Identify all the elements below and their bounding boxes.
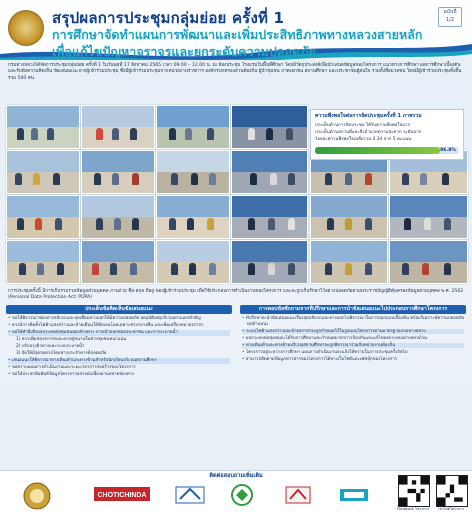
consultant-logo <box>222 481 262 511</box>
bullet-icon: • <box>242 349 246 355</box>
satisfaction-line: ร้อยละความพึงพอใจเฉลี่ยรวม 4.34 จาก 5 คะแนน <box>315 137 412 142</box>
project-subtitle-line2: เพื่อแก้ไขปัญหาจราจรและยกระดับความปลอดภัย <box>52 44 316 59</box>
meeting-photo <box>310 195 388 239</box>
responses-column <box>240 305 466 468</box>
meeting-photo <box>310 240 388 284</box>
sub-item: 3) จัดให้มีจุดจอดรถโดยสารประจำทางที่ปลอดภัย <box>16 351 107 356</box>
bullet-icon: • <box>8 365 12 370</box>
meeting-photo <box>231 105 308 149</box>
list-item-text: ระบบไฟฟ้าแสงสว่างและป้ายจราจรจะถูกกำหนดไว้ในรูปแบบโครงการตามมาตรฐานกรมทางหลวง <box>245 328 426 334</box>
list-item-text: ขอให้คำนึงถึงผลกระทบต่อชุมชนสองข้างทาง การเข้าออกของประชาชน และการระบายน้ำ <box>11 330 178 335</box>
intro-text <box>8 63 464 82</box>
responses-list <box>240 314 466 366</box>
bullet-icon: • <box>8 358 12 363</box>
meeting-photo <box>156 240 230 284</box>
bullet-icon: • <box>8 323 12 328</box>
footer <box>0 470 472 518</box>
consultant-logo <box>170 481 210 511</box>
list-item-text: ควรมีการติดตั้งไฟฟ้าแสงสว่างและป้ายเตือนให้ชัดเจนโดยเฉพาะช่วงกลางคืน และเพิ่มเครื่องหมายจราจร <box>11 323 204 328</box>
meeting-photo <box>6 150 80 194</box>
satisfaction-progress-bar <box>315 147 459 154</box>
list-item <box>242 329 464 335</box>
consultant-logo-text: CHOTICHINDA <box>97 492 147 499</box>
facebook-qr-code[interactable] <box>398 475 430 507</box>
consultant-logo <box>334 481 374 511</box>
issue-tag-label: ฉบับที่ <box>443 9 457 15</box>
list-item <box>8 330 230 336</box>
pdpa-caption-text: การประชุมครั้งนี้ มีการเก็บรวบรวมข้อมูลส่วนบุคคล ภาพถ่าย ชื่อ-สกุล ที่อยู่ ของผู้เข้าร่วมประชุม เพื่อใช้ประกอบการดำเนินงานของโครงการ และจะถูกเก็บรักษาไว้อย่างปลอดภัยตามพระราชบัญญัติคุ้มครองข้อมูลส่วนบุคคล พ.ศ. 2562 <box>8 289 464 294</box>
website-qr-caption: เว็บไซต์โครงการ <box>437 507 465 511</box>
department-seal-logo <box>8 10 44 46</box>
meeting-photo <box>156 150 230 194</box>
list-item-text: ทางเดินเท้าและทางข้ามบริเวณสถานศึกษาจะถูกพิจารณาร่วมกับหน่วยงานท้องถิ่น <box>245 342 396 348</box>
meeting-photo <box>156 195 230 239</box>
facebook-qr-caption: Facebook โครงการ <box>396 507 430 511</box>
list-item <box>8 365 230 371</box>
project-subtitle-line1: การศึกษาจัดทำแผนการพัฒนาและเพิ่มประสิทธิภาพทางหลวงสายหลัก <box>52 27 423 42</box>
consultant-logo <box>92 481 152 511</box>
satisfaction-progress-fill <box>315 147 440 154</box>
bullet-icon: • <box>8 330 12 335</box>
intro-paragraph: กรมทางหลวงได้จัดการประชุมกลุ่มย่อย ครั้งที่ 1 ในวันพุธที่ 17 สิงหาคม 2565 เวลา 09.00 – 12.00 น. ณ ห้องประชุม โรงแรมในพื้นที่ศึกษา โดยมีวัตถุประสงค์เพื่อนำเสนอข้อมูลของโครงการ แนวทางการศึกษา ผลการศึกษาเบื้องต้น และรับฟังความคิดเห็น ข้อเสนอแนะจากผู้เข้าร่วมประชุม ซึ่งมีผู้เข้าร่วมประชุมจากหน่วยงานราชการ องค์กรปกครองส่วนท้องถิ่น ผู้นำชุมชน ภาคเอกชน สถานศึกษา และประชาชนผู้สนใจ รวมทั้งสื่อมวลชน โดยมีผู้เข้าร่วมประชุมทั้งสิ้นรวม 500 คน <box>8 63 462 81</box>
meeting-photo <box>389 240 468 284</box>
sub-item: 1) ควรเพิ่มช่องจราจรและทางคู่ขนานในช่วงชุมชนหนาแน่น <box>16 337 127 342</box>
list-item-text: เสนอแนะให้พิจารณาทางเดินเท้าและทางข้ามสำหรับนักเรียนบริเวณสถานศึกษา <box>11 358 158 363</box>
contact-heading: ติดต่อสอบถามเพิ่มเติม <box>209 473 263 479</box>
comments-column <box>6 305 232 468</box>
list-item-text: ที่ปรึกษาจะนำข้อเสนอแนะเรื่องจุดกลับรถและทางแยกไปพิจารณาในการออกแบบเบื้องต้น พร้อมวิเคราะห์ความปลอดภัยทุกตำแหน่ง <box>245 316 464 327</box>
sub-item: 2) ปรับปรุงผิวทางและระบบระบายน้ำ <box>16 344 85 349</box>
department-logo <box>22 481 52 511</box>
issue-tag <box>438 7 462 27</box>
comments-list <box>6 314 232 381</box>
meeting-photo <box>6 195 80 239</box>
meeting-photo <box>6 105 80 149</box>
meeting-photo <box>231 195 308 239</box>
meeting-photo <box>231 150 308 194</box>
list-item-text: ขอทราบแผนการดำเนินงานและระยะเวลาการก่อสร้างของโครงการ <box>11 365 136 370</box>
meeting-photo <box>81 240 155 284</box>
meeting-photo <box>389 195 468 239</box>
list-item <box>242 350 464 356</box>
list-item <box>8 316 230 322</box>
meeting-photo <box>81 150 155 194</box>
responses-heading: การตอบข้อซักถามจากที่ปรึกษาและการนำข้อเสนอแนะไปประกอบการศึกษาโครงการ <box>240 305 466 314</box>
list-item-text: โครงการอยู่ระหว่างการศึกษา แผนการดำเนินงานจะแจ้งให้ทราบในการประชุมครั้งถัดไป <box>245 349 408 355</box>
list-item <box>242 343 464 349</box>
bullet-icon: • <box>242 316 246 321</box>
satisfaction-percent: 86.8% <box>440 148 456 153</box>
satisfaction-box <box>310 109 464 160</box>
list-item-text: สามารถติดตามข้อมูลข่าวสารของโครงการได้ทางเว็บไซต์และเฟซบุ๊กของโครงการ <box>245 356 398 362</box>
meeting-photo <box>156 105 230 149</box>
pdpa-caption <box>8 289 464 302</box>
bullet-icon: • <box>242 335 246 341</box>
bullet-icon: • <box>8 372 12 377</box>
list-item <box>242 316 464 327</box>
pdpa-act-name: (Personal Data Protection Act: PDPA) <box>8 295 93 301</box>
bullet-icon: • <box>242 342 246 348</box>
list-item <box>8 372 230 378</box>
list-item <box>242 357 464 363</box>
satisfaction-line: ประเด็นด้านการจัดประชุม ได้รับความพึงพอใจมาก <box>315 123 411 128</box>
meeting-photo <box>81 195 155 239</box>
satisfaction-line: ประเด็นด้านสถานที่และสิ่งอำนวยความสะดวก ระดับมาก <box>315 130 422 135</box>
bullet-icon: • <box>8 316 12 321</box>
header <box>0 0 472 60</box>
list-item-text: ขอให้ประชาสัมพันธ์ข้อมูลโครงการอย่างต่อเนื่องผ่านหลายช่องทาง <box>11 372 135 377</box>
meeting-photo <box>81 105 155 149</box>
bullet-icon: • <box>242 356 246 362</box>
bullet-icon: • <box>242 328 246 334</box>
list-item <box>242 336 464 342</box>
page-title: สรุปผลการประชุมกลุ่มย่อย ครั้งที่ 1 <box>52 9 285 27</box>
meeting-photo <box>231 240 308 284</box>
list-item <box>8 358 230 364</box>
list-item-text: ขอให้พิจารณาช่องทางกลับรถและจุดเชื่อมทางแยกให้มีความปลอดภัย ลดอุบัติเหตุบริเวณทางแยกสำคัญ <box>11 316 201 321</box>
comments-heading: ประเด็นข้อคิดเห็นข้อเสนอแนะ <box>6 305 232 314</box>
meeting-photo <box>6 240 80 284</box>
issue-tag-number: 1/2 <box>445 17 455 23</box>
list-item <box>8 323 230 329</box>
website-qr-code[interactable] <box>436 475 468 507</box>
consultant-logo <box>278 481 318 511</box>
satisfaction-title: ความพึงพอใจต่อการจัดประชุมครั้งที่ 1 ภาพรวม <box>315 113 422 119</box>
list-item-text: ผลกระทบต่อชุมชนจะได้รับการศึกษาและกำหนดมาตรการป้องกันและแก้ไขผลกระทบอย่างครบถ้วน <box>245 335 427 341</box>
